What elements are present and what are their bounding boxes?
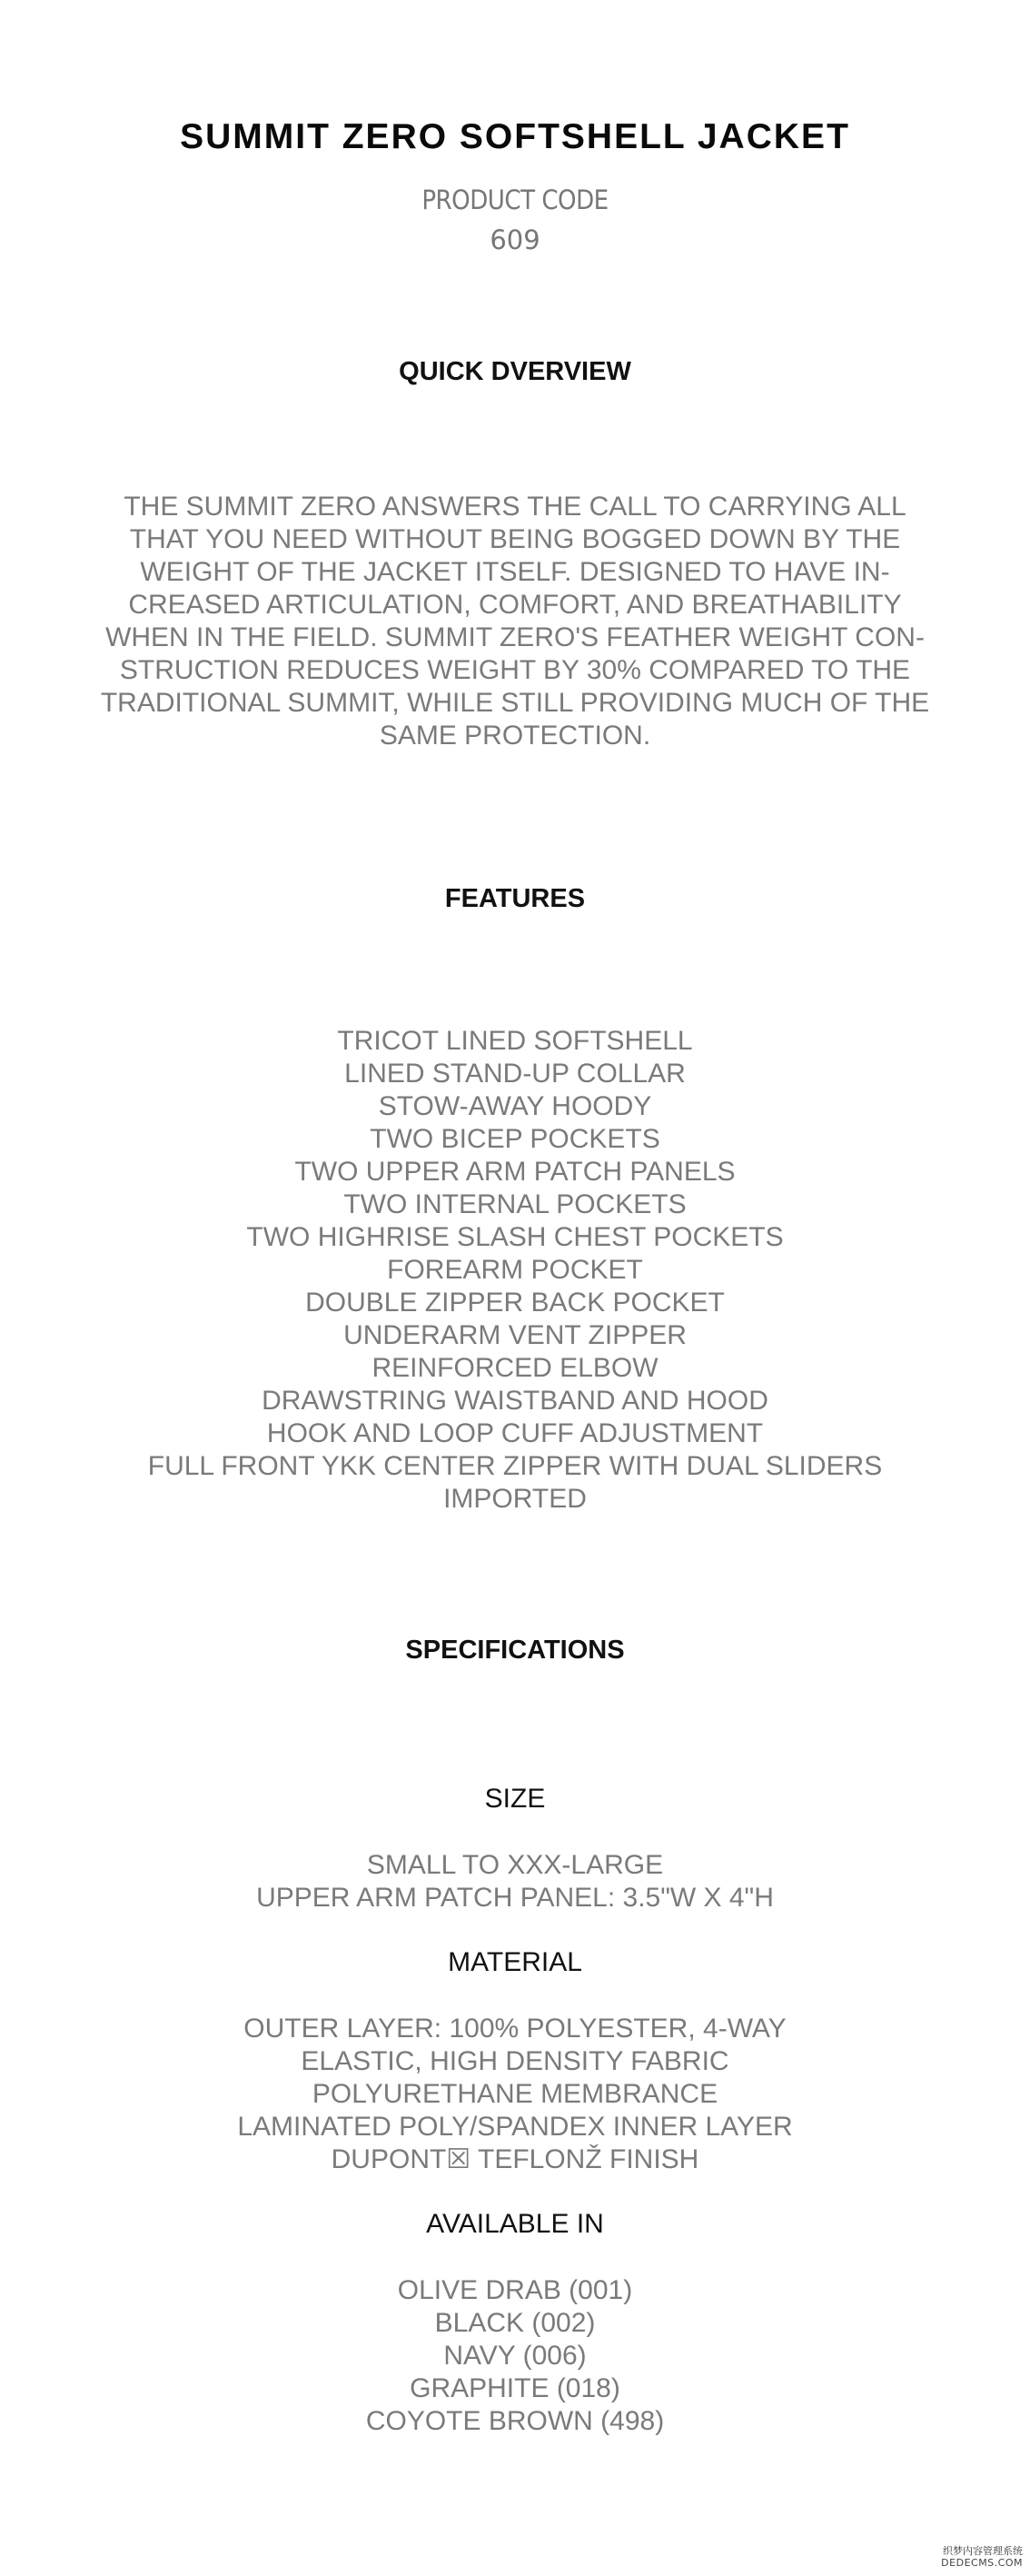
- feature-item: HOOK AND LOOP CUFF ADJUSTMENT: [266, 1418, 764, 1448]
- product-code-label: PRODUCT CODE: [421, 184, 609, 215]
- feature-item: TWO BICEP POCKETS: [370, 1124, 660, 1154]
- size-line: SMALL TO XXX-LARGE: [366, 1850, 664, 1880]
- material-line: DUPONT☒ TEFLONŽ FINISH: [331, 2144, 699, 2174]
- feature-item: DOUBLE ZIPPER BACK POCKET: [305, 1288, 725, 1318]
- color-option: COYOTE BROWN (498): [365, 2406, 665, 2436]
- feature-item: FOREARM POCKET: [387, 1255, 643, 1285]
- material-line: LAMINATED POLY/SPANDEX INNER LAYER: [237, 2112, 793, 2142]
- available-heading: AVAILABLE IN: [426, 2209, 604, 2239]
- material-line: POLYURETHANE MEMBRANCE: [312, 2079, 718, 2109]
- specifications-heading: SPECIFICATIONS: [405, 1636, 625, 1665]
- overview-heading: QUICK DVERVIEW: [399, 357, 631, 386]
- size-heading: SIZE: [484, 1784, 546, 1814]
- feature-item: IMPORTED: [443, 1484, 587, 1514]
- feature-item: TWO UPPER ARM PATCH PANELS: [294, 1157, 736, 1187]
- overview-text: THE SUMMIT ZERO ANSWERS THE CALL TO CARRYING ALL THAT YOU NEED WITHOUT BEING BOGGED DOWN BY THE WEIGHT OF THE JACKET ITSELF. DESIGNED TO HAVE IN-CREASED ARTICULATION, COMFORT, AND BREATHABILITY WHEN IN THE FIELD. SUMMIT ZERO'S FEATHER WEIGHT CON-STRUCTION REDUCES WEIGHT BY 30% COMPARED TO THE TRADITIONAL SUMMIT, WHILE STILL PROVIDING MUCH OF THE SAME PROTECTION.: [100, 492, 930, 751]
- material-heading: MATERIAL: [448, 1947, 582, 1977]
- features-list: [0, 1025, 1030, 1516]
- feature-item: STOW-AWAY HOODY: [378, 1091, 652, 1121]
- feature-item: DRAWSTRING WAISTBAND AND HOOD: [262, 1386, 768, 1416]
- color-option: BLACK (002): [434, 2308, 596, 2338]
- feature-item: TRICOT LINED SOFTSHELL: [337, 1026, 693, 1056]
- material-list: [0, 2013, 1030, 2176]
- feature-item: REINFORCED ELBOW: [371, 1353, 659, 1383]
- feature-item: FULL FRONT YKK CENTER ZIPPER WITH DUAL SLIDERS: [147, 1451, 883, 1481]
- color-option: GRAPHITE (018): [410, 2373, 620, 2403]
- product-title: SUMMIT ZERO SOFTSHELL JACKET: [180, 117, 850, 156]
- watermark-line-2: DEDECMS.COM: [941, 2557, 1023, 2569]
- watermark-line-1: 织梦内容管理系统: [943, 2545, 1023, 2557]
- size-list: [0, 1849, 1030, 1915]
- available-list: [0, 2274, 1030, 2438]
- feature-item: TWO INTERNAL POCKETS: [343, 1189, 687, 1219]
- feature-item: LINED STAND-UP COLLAR: [344, 1059, 686, 1089]
- features-heading: FEATURES: [444, 884, 586, 913]
- size-line: UPPER ARM PATCH PANEL: 3.5"W X 4"H: [256, 1883, 774, 1913]
- watermark: [941, 2545, 1023, 2569]
- color-option: NAVY (006): [443, 2341, 587, 2371]
- material-line: ELASTIC, HIGH DENSITY FABRIC: [301, 2046, 729, 2076]
- feature-item: UNDERARM VENT ZIPPER: [343, 1320, 687, 1350]
- product-code-value: 609: [490, 224, 540, 255]
- color-option: OLIVE DRAB (001): [397, 2275, 633, 2305]
- feature-item: TWO HIGHRISE SLASH CHEST POCKETS: [246, 1222, 784, 1252]
- material-line: OUTER LAYER: 100% POLYESTER, 4-WAY: [243, 2014, 787, 2044]
